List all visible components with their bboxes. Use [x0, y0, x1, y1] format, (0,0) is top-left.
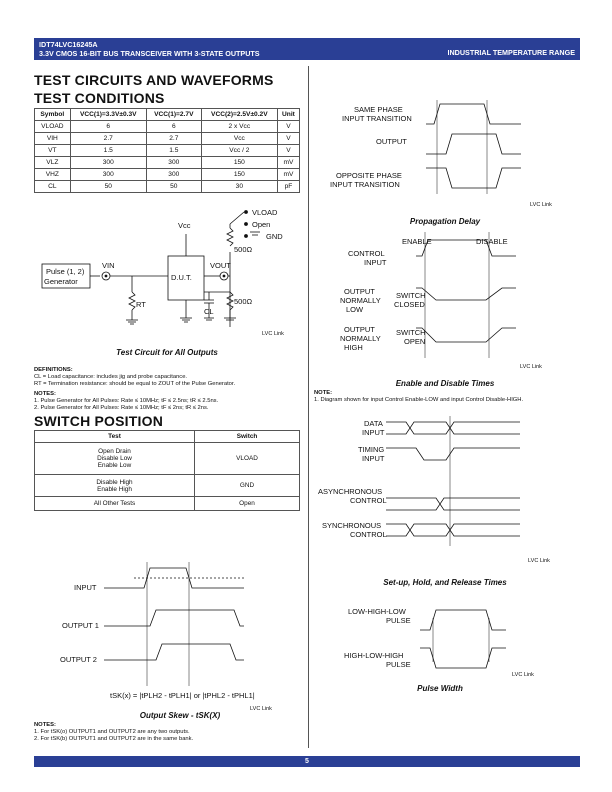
prop-l1: SAME PHASE — [354, 105, 403, 114]
table-row — [35, 121, 300, 133]
prop-l5: INPUT TRANSITION — [330, 180, 400, 189]
cell: Vcc / 2 — [201, 145, 277, 157]
cl-label: CL — [204, 307, 214, 316]
output-skew-caption: Output Skew - tSK(X) — [139, 711, 221, 720]
vin-label: VIN — [102, 261, 115, 270]
cell: VIH — [35, 133, 71, 145]
definitions-title: DEFINITIONS: — [34, 367, 73, 373]
switch-open-1: SWITCH — [396, 328, 426, 337]
note-1: 1. Pulse Generator for All Pulses: Rate ≤ 10MHz; tF ≤ 2.5ns; tR ≤ 2.5ns. — [34, 398, 219, 404]
async-label: ASYNCHRONOUS — [318, 487, 383, 496]
table-row — [35, 497, 300, 511]
cell: 6 — [146, 121, 201, 133]
cell: 50 — [70, 181, 146, 193]
table-row — [35, 475, 300, 497]
part-description: 3.3V CMOS 16-BIT BUS TRANSCEIVER WITH 3-STATE OUTPUTS — [39, 48, 260, 58]
cell: 300 — [146, 157, 201, 169]
col-header: Test — [35, 431, 195, 443]
cell: VLZ — [35, 157, 71, 169]
lvc-link: LVC Link — [528, 558, 550, 564]
sync-control-label: CONTROL — [350, 530, 387, 539]
note-1: 1. For tSK(o) OUTPUT1 and OUTPUT2 are any two outputs. — [34, 729, 190, 735]
sync-label: SYNCHRONOUS — [322, 521, 382, 530]
gnd-label: GND — [266, 232, 283, 241]
cell: 1.5 — [70, 145, 146, 157]
definition-cl: CL = Load capacitance: includes jig and probe capacitance. — [34, 374, 188, 380]
cell: 300 — [70, 157, 146, 169]
output-high-3: HIGH — [344, 343, 363, 352]
cell: mV — [277, 157, 299, 169]
cell: VT — [35, 145, 71, 157]
prop-l2: INPUT TRANSITION — [342, 114, 412, 123]
cell: Enable High — [97, 485, 132, 493]
output-low-2: NORMALLY — [340, 296, 381, 305]
part-number: IDT74LVC16245A — [39, 40, 98, 49]
switch-closed-2: CLOSED — [394, 300, 425, 309]
vout-label: VOUT — [210, 261, 231, 270]
page-number: 5 — [305, 758, 309, 765]
col-header: VCC(1)=2.7V — [146, 109, 201, 121]
section-title-switch: SWITCH POSITION — [34, 413, 163, 429]
timing-label: TIMING — [358, 445, 385, 454]
page-header — [34, 38, 580, 60]
enable-notes — [314, 390, 580, 404]
conditions-table — [34, 108, 300, 193]
cell: 2.7 — [146, 133, 201, 145]
control-input-label: INPUT — [364, 258, 387, 267]
cell: 300 — [146, 169, 201, 181]
lvc-link: LVC Link — [512, 672, 534, 678]
col-header: Switch — [195, 431, 300, 443]
section-title-circuits: TEST CIRCUITS AND WAVEFORMS — [34, 72, 274, 88]
lvc-link: LVC Link — [250, 706, 272, 712]
table-row — [35, 169, 300, 181]
notes-title: NOTE: — [314, 390, 333, 396]
cell: pF — [277, 181, 299, 193]
output-low-1: OUTPUT — [344, 287, 375, 296]
cell: Open — [195, 497, 300, 511]
cell: 300 — [70, 169, 146, 181]
vload-label: VLOAD — [252, 208, 278, 217]
pulse-width-caption: Pulse Width — [417, 684, 463, 693]
output-low-3: LOW — [346, 305, 364, 314]
lvc-link: LVC Link — [520, 364, 542, 370]
col-header: VCC(1)=3.3V±0.3V — [70, 109, 146, 121]
lhl-label: LOW-HIGH-LOW — [348, 607, 406, 616]
setup-hold-diagram — [316, 416, 580, 566]
col-header: VCC(2)=2.5V±0.2V — [201, 109, 277, 121]
col-header: Symbol — [35, 109, 71, 121]
open-label: Open — [252, 220, 271, 229]
cell: VHZ — [35, 169, 71, 181]
cell: CL — [35, 181, 71, 193]
control-label: CONTROL — [348, 249, 385, 258]
lvc-link: LVC Link — [530, 202, 552, 208]
switch-table — [34, 430, 300, 511]
setup-hold-caption: Set-up, Hold, and Release Times — [383, 578, 507, 587]
col-header: Unit — [277, 109, 299, 121]
skew-output1-label: OUTPUT 1 — [62, 621, 99, 630]
enable-disable-diagram — [316, 232, 580, 372]
async-control-label: CONTROL — [350, 496, 387, 505]
section-title-conditions: TEST CONDITIONS — [34, 90, 165, 106]
test-circuit-diagram — [34, 208, 304, 362]
enable-disable-caption: Enable and Disable Times — [395, 379, 495, 388]
cell: 50 — [146, 181, 201, 193]
output-high-2: NORMALLY — [340, 334, 381, 343]
skew-output2-label: OUTPUT 2 — [60, 655, 97, 664]
prop-l3: OUTPUT — [376, 137, 407, 146]
propagation-delay-caption: Propagation Delay — [409, 217, 481, 226]
cell: V — [277, 145, 299, 157]
note-2: 2. Pulse Generator for All Pulses: Rate ≤ 10MHz; tF ≤ 2ns; tR ≤ 2ns. — [34, 405, 209, 411]
table-row — [35, 157, 300, 169]
cell: Vcc — [201, 133, 277, 145]
cell: 2.7 — [70, 133, 146, 145]
disable-label: DISABLE — [476, 237, 508, 246]
cell: 150 — [201, 169, 277, 181]
test-circuit-caption: Test Circuit for All Outputs — [116, 348, 218, 357]
cell: GND — [195, 475, 300, 497]
cell: V — [277, 121, 299, 133]
skew-notes — [34, 722, 304, 743]
pulse-width-diagram — [316, 602, 580, 682]
column-divider — [308, 66, 309, 748]
hlh-pulse-label: PULSE — [386, 660, 411, 669]
note-1: 1. Diagram shown for input Control Enable-LOW and input Control Disable-HIGH. — [314, 397, 524, 403]
temperature-range: INDUSTRIAL TEMPERATURE RANGE — [447, 47, 575, 57]
data-label: DATA — [364, 419, 383, 428]
cell: VLOAD — [195, 443, 300, 475]
page-footer — [34, 756, 580, 767]
timing-input-label: INPUT — [362, 454, 385, 463]
table-row — [35, 145, 300, 157]
switch-open-2: OPEN — [404, 337, 426, 346]
cell: Disable High — [96, 478, 133, 486]
lhl-pulse-label: PULSE — [386, 616, 411, 625]
switch-closed-1: SWITCH — [396, 291, 426, 300]
cell: mV — [277, 169, 299, 181]
cell: Disable Low — [97, 455, 132, 462]
cell: 150 — [201, 157, 277, 169]
hlh-label: HIGH-LOW-HIGH — [344, 651, 404, 660]
cell: V — [277, 133, 299, 145]
table-row — [35, 181, 300, 193]
r500-top-label: 500Ω — [234, 245, 253, 254]
cell: 30 — [201, 181, 277, 193]
cell: 2 x Vcc — [201, 121, 277, 133]
vcc-label: Vcc — [178, 221, 191, 230]
rt-label: RT — [136, 300, 146, 309]
generator-label: Generator — [44, 277, 78, 286]
note-2: 2. For tSK(b) OUTPUT1 and OUTPUT2 are in the same bank. — [34, 736, 194, 742]
dut-label: D.U.T. — [171, 273, 192, 282]
cell: Enable Low — [97, 462, 132, 469]
r500-bottom-label: 500Ω — [234, 297, 253, 306]
cell: VLOAD — [35, 121, 71, 133]
enable-label: ENABLE — [402, 237, 432, 246]
propagation-delay-diagram — [316, 98, 580, 208]
output-high-1: OUTPUT — [344, 325, 375, 334]
notes-title: NOTES: — [34, 722, 56, 728]
cell: 1.5 — [146, 145, 201, 157]
table-row — [35, 443, 300, 475]
notes-title: NOTES: — [34, 391, 56, 397]
definition-rt: RT = Termination resistance: should be equal to ZOUT of the Pulse Generator. — [34, 381, 236, 387]
cell: 6 — [70, 121, 146, 133]
prop-l4: OPPOSITE PHASE — [336, 171, 402, 180]
pulse-label: Pulse (1, 2) — [46, 267, 85, 276]
output-skew-diagram — [34, 560, 304, 710]
definitions-block — [34, 367, 304, 412]
table-row — [35, 133, 300, 145]
data-input-label: INPUT — [362, 428, 385, 437]
skew-input-label: INPUT — [74, 583, 97, 592]
lvc-link: LVC Link — [262, 331, 284, 337]
skew-formula: tSK(x) = |tPLH2 - tPLH1| or |tPHL2 - tPHL1| — [110, 691, 255, 700]
cell: Open Drain — [98, 448, 131, 455]
cell: All Other Tests — [35, 497, 195, 511]
